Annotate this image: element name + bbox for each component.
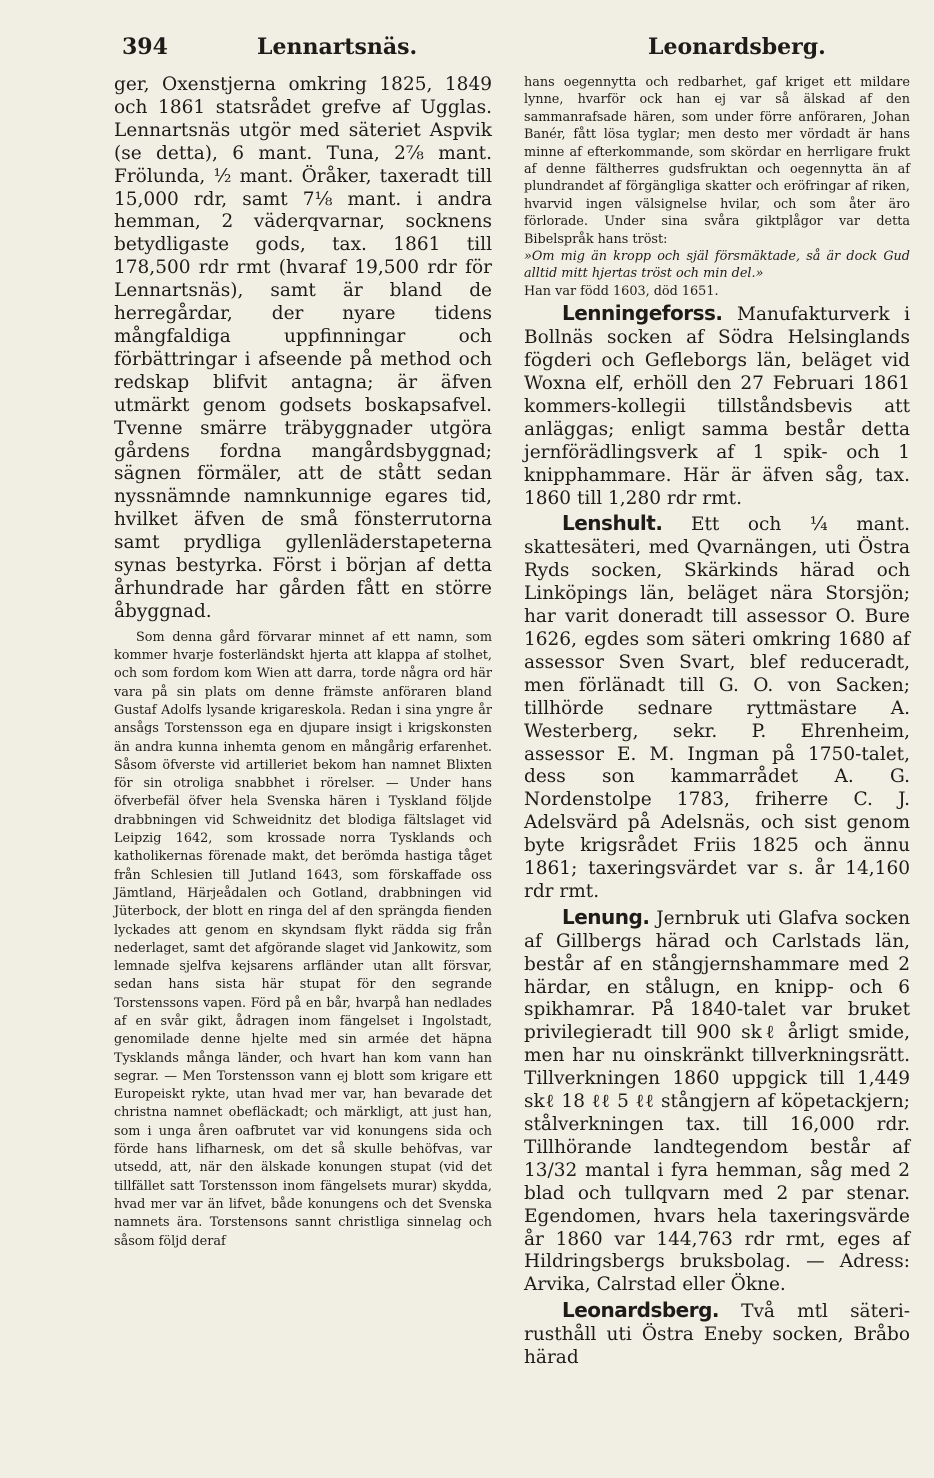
entry-lenningeforss <box>524 302 910 510</box>
entry-name: Lenningeforss. <box>562 301 723 326</box>
entry-text: Manufakturverk i Bollnäs socken af Södra Helsinglands fögderi och Gefleborgs län, beläget vid Woxna elf, erhöll den 27 Februari 1861 kommers-kollegii tillståndsbevis att anläggas; enligt samma består detta jernförädlingsverk af 1 spik- och 1 knipphammare. Här är äfven såg, tax. 1860 till 1,280 rdr rmt. <box>524 304 910 509</box>
entry-leonardsberg <box>524 1299 910 1370</box>
entry-name: Lenung. <box>562 904 650 929</box>
entry-text: Ett och ¼ mant. skattesäteri, med Qvarnängen, uti Östra Ryds socken, Skärkinds härad och Linköpings län, beläget nära Storsjön; har varit doneradt till assessor O. Bure 1626, egdes som säteri omkring 1680 af assessor Sven Svart, blef reduceradt, men förlänadt till G. O. von Sacken; tillhörde sednare ryttmästare A. Westerberg, sekr. P. Ehrenheim, assessor E. M. Ingman på 1750-talet, dess son kammarrådet A. G. Nordenstolpe 1783, friherre C. J. Adelsvärd på Adelsnäs, och sist genom byte krigsrådet Friis 1825 och ännu 1861; taxeringsvärdet var s. år 14,160 rdr rmt. <box>524 514 910 902</box>
bible-quote: »Om mig än kropp och själ försmäktade, så är dock Gud alltid mitt hjertas tröst och min del.» <box>524 249 910 282</box>
entry-text: Jernbruk uti Glafva socken af Gillbergs härad och Carlstads län, består af en stångjernshammare med 2 härdar, en stålugn, en knipp- och 6 spikhamrar. På 1840-talet var bruket privilegieradt till 900 skℓ årligt smide, men har nu oinskränkt tillverkningsrätt. Tillverkningen 1860 uppgick till 1,449 skℓ 18 ℓℓ 5 ℓℓ stångjern af köpetackjern; stålverkningen tax. till 16,000 rdr. Tillhörande landtegendom består af 13/32 mantal i fyra hemman, såg med 2 blad och tullqvarn med 2 par stenar. Egendomen, hvars hela taxeringsvärde år 1860 var 144,763 rdr rmt, eges af Hildringsbergs bruksbolag. — Adress: Arvika, Calrstad eller Ökne. <box>524 907 910 1296</box>
right-running-head: Leonardsberg. <box>648 34 826 60</box>
note-continuation: hans oegennytta och redbarhet, gaf kriget ett mildare lynne, hvarför ock han ej var så älskad af den sammanrafsade hären, som under förre anföraren, Johan Banér, fått lösa tyglar; men desto mer vördadt är hans minne af efterkommande, som skördar en herrligare frukt af denne fältherres gudsfruktan och oegennytta än af plundrandet af förgängliga skatter och eröfringar af riken, hvarvid ingen välsignelse hvilar, och som åter äro förlorade. Under sina svåra giktplågor var detta Bibelspråk hans tröst: <box>524 75 910 247</box>
entry-lenung <box>524 906 910 1297</box>
entry-text: Två mtl säteri-rusthåll uti Östra Eneby socken, Bråbo härad <box>524 1301 910 1369</box>
lennartsnas-text: ger, Oxenstjerna omkring 1825, 1849 och 1861 statsrådet grefve af Ugglas. Lennartsnäs utgör med säteriet Aspvik (se detta), 6 mant. Tuna, 2⅞ mant. Frölunda, ½ mant. Öråker, taxeradt till 15,000 rdr, samt 7⅛ mant. i andra hemman, 2 väderqvarnar, socknens betydligaste gods, tax. 1861 till 178,500 rdr rmt (hvaraf 19,500 rdr för Lennartsnäs), samt är bland de herregårdar, der nyare tidens mångfaldiga uppfinningar och förbättringar i afseende på method och redskap blifvit antagna; är äfven utmärkt genom godsets boskapsafvel. Tvenne smärre träbyggnader utgöra gårdens fordna mangårdsbyggnad; sägnen förmäler, att de stått sedan nyssnämnde namnkunnige egares tid, hvilket äfven de små fönsterrutorna samt prydliga gyllenläderstapeterna synas bestyrka. Först i början af detta århundrade har gården fått en större åbyggnad. <box>114 74 492 622</box>
entry-name: Leonardsberg. <box>562 1298 720 1323</box>
entry-lenshult <box>524 512 910 903</box>
running-head <box>0 34 934 68</box>
page-number: 394 <box>122 34 168 60</box>
torstensson-note: Som denna gård förvarar minnet af ett namn, som kommer hvarje fosterländskt hjerta att klappa af stolhet, och som fordom kom Wien att darra, torde några ord här vara på sin plats om denne främste anföraren bland Gustaf Adolfs lysande krigareskola. Redan i sina yngre år ansågs Torstensson ega en djupare insigt i krigskonsten än andra kunna inhemta genom en mångårig erfarenhet. Såsom öfverste vid artilleriet bekom han namnet Blixten för sin otroliga snabbhet i rörelser. — Under hans öfverbefäl öfver hela Svenska hären i Tyskland följde drabbningen vid Schweidnitz det blodiga fältslaget vid Leipzig 1642, som krossade norra Tysklands och katholikernas förenade makt, det berömda hastiga tåget från Schlesien till Jutland 1643, som förskaffade oss Jämtland, Härjeådalen och Gotland, drabbningen vid Jüterbock, der blott en ringa del af den sprängda fienden lyckades att genom en skyndsam flykt rädda sig från nederlaget, samt det afgörande slaget vid Jankowitz, som lemnade sjelfva kejsarens arfländer utan allt försvar, sedan hans sista här stupat för den segrande Torstenssons vapen. Förd på en bår, hvarpå han nedlades af en svår gikt, ådragen inom fängelset i Ingolstadt, genomilade denne hjelte med sin armée det häpna Tysklands många länder, och hvart han kom vann han segrar. — Men Torstensson vann ej blott som krigare ett Europeiskt rykte, utan hvad mer var, han bevarade det christna namnet obefläckadt; och märkligt, att just han, som i unga åren oafbrutet var vid konungens sida och förde hans lifharnesk, om det så skulle behöfvas, var utsedd, att, när den älskade konungen stupat (vid det tillfället satt Torstensson inom fängelsets murar) skydda, hvad mer var än lifvet, både konungens och det Svenska namnets ära. Torstensons sannt christliga sinnelag och såsom följd deraf <box>114 629 492 1249</box>
right-column <box>524 74 910 1370</box>
born-died: Han var född 1603, död 1651. <box>524 283 719 299</box>
left-column <box>114 74 492 1251</box>
entry-name: Lenshult. <box>562 511 663 536</box>
left-running-head: Lennartsnäs. <box>257 34 418 60</box>
